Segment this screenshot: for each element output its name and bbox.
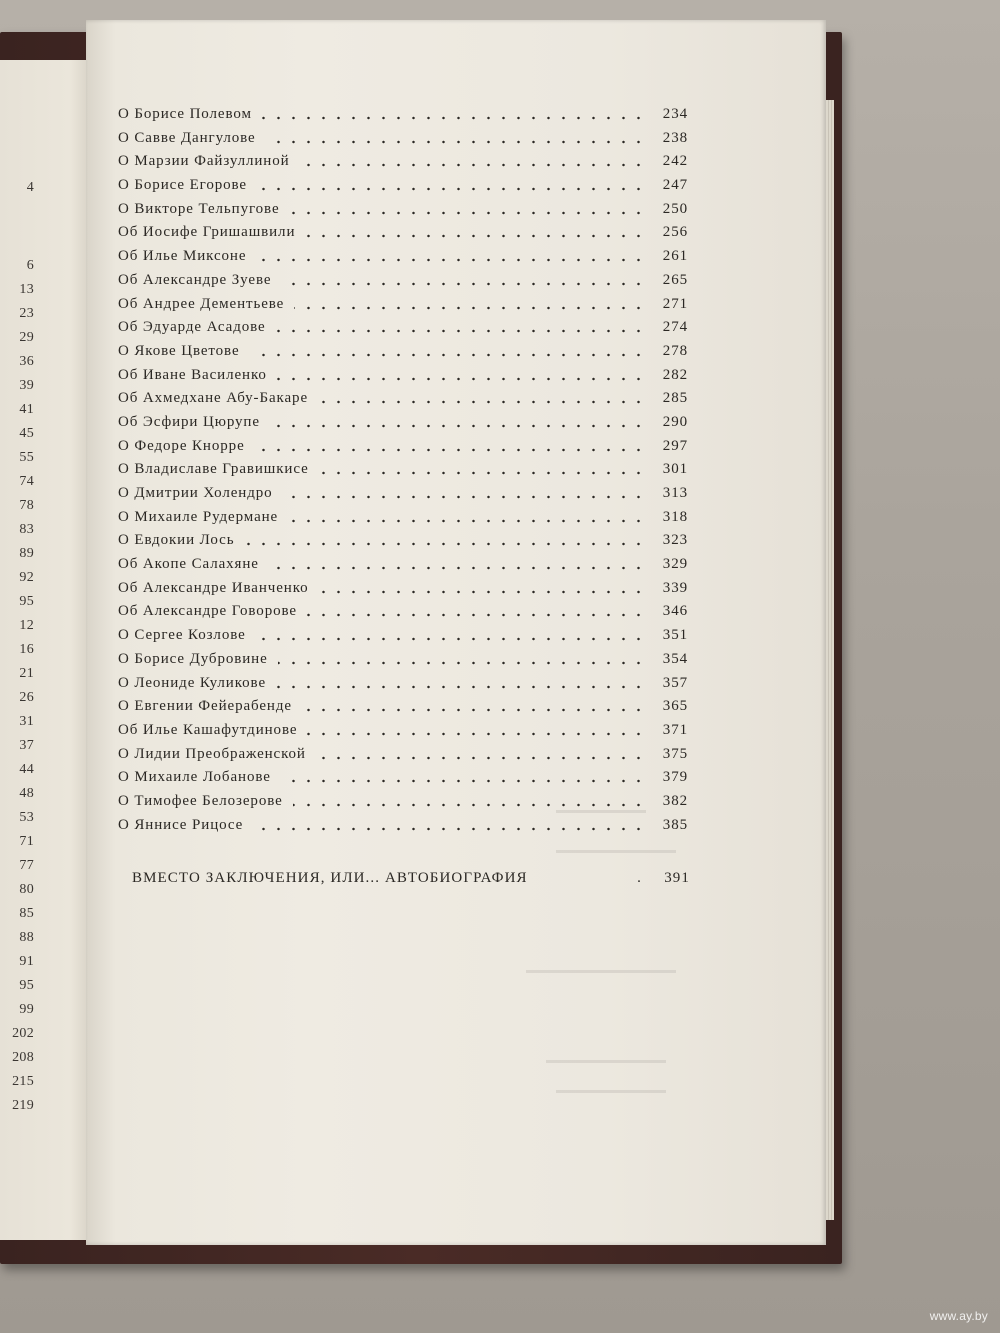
dot-leader [281, 779, 646, 783]
dot-leader [283, 495, 646, 499]
toc-entry-title: О Евдокии Лось [118, 532, 235, 549]
toc-entry-title: О Леониде Куликове [118, 674, 267, 691]
toc-entry [118, 319, 688, 343]
left-page-number: 48 [19, 786, 34, 801]
toc-entry-title: Об Иосифе Гришашвили [118, 224, 296, 241]
toc-entry-title: О Борисе Полевом [118, 106, 252, 122]
dot-leader [257, 187, 646, 191]
toc-entry-title: О Марзии Файзуллиной [118, 153, 290, 170]
toc-entry-title: Об Иване Василенко [118, 366, 267, 383]
toc-entry [118, 556, 688, 580]
left-page-number: 208 [12, 1050, 34, 1065]
toc-entry [118, 675, 688, 699]
dot-leader [262, 116, 646, 120]
toc-entry [118, 130, 688, 154]
toc-entry-page: 278 [662, 342, 688, 359]
toc-entry-page: 329 [662, 556, 688, 573]
left-page-number: 78 [19, 498, 34, 513]
toc-entry-page: 351 [662, 627, 688, 644]
left-page-number: 85 [19, 906, 34, 921]
dot-leader [266, 140, 646, 144]
toc-entry-title: Об Ахмедхане Абу-Бакаре [118, 390, 308, 407]
left-page-number: 202 [12, 1026, 34, 1041]
dot-leader [276, 685, 646, 689]
toc-entry [118, 509, 688, 533]
dot-leader [269, 566, 646, 570]
toc-entry-title: Об Александре Иванченко [118, 579, 309, 596]
dot-leader [316, 756, 646, 760]
toc-entry [118, 224, 688, 248]
toc-entry [118, 390, 688, 414]
left-page-number: 31 [19, 714, 34, 729]
left-page-number: 41 [19, 402, 34, 417]
dot-leader [278, 661, 646, 665]
dot-leader [244, 542, 646, 546]
toc-entry [118, 627, 688, 651]
dot-leader [319, 471, 646, 475]
toc-entry-page: 290 [662, 413, 688, 430]
left-page-number: 36 [19, 354, 34, 369]
final-entry-page: 391 [664, 870, 690, 886]
toc-entry-page: 365 [662, 698, 688, 715]
toc-entry [118, 153, 688, 177]
toc-entry-page: 318 [662, 508, 688, 525]
toc-entry [118, 580, 688, 604]
toc-entry [118, 296, 688, 320]
toc-entry-page: 271 [662, 295, 688, 312]
left-page-number: 74 [19, 474, 34, 489]
toc-entry [118, 201, 688, 225]
toc-entry-page: 256 [662, 224, 688, 241]
toc-entry [118, 343, 688, 367]
toc-entry-page: 323 [662, 532, 688, 549]
toc-entry-title: О Яннисе Рицосе [118, 816, 244, 833]
toc-entry-page: 339 [662, 579, 688, 596]
dot-leader [300, 163, 646, 167]
left-page-number: 99 [19, 1002, 34, 1017]
toc-entry-page: 297 [662, 437, 688, 454]
toc-entry-title: О Тимофее Белозерове [118, 792, 283, 809]
toc-entry [118, 106, 688, 130]
toc-entry-page: 247 [662, 177, 688, 194]
dot-leader [281, 282, 646, 286]
toc-entry-title: Об Эсфири Цюрупе [118, 413, 260, 430]
toc-entry-title: Об Александре Говорове [118, 603, 297, 620]
dot-leader [256, 637, 646, 641]
toc-entry-page: 261 [662, 248, 688, 265]
toc-entry-title: О Борисе Егорове [118, 177, 247, 194]
left-page-number: 21 [19, 666, 34, 681]
toc-entry-page: 346 [662, 603, 688, 620]
toc-entry-title: О Якове Цветове [118, 342, 240, 359]
watermark: www.ay.by [929, 1309, 988, 1323]
left-page-number: 44 [19, 762, 34, 777]
toc-entry-page: 238 [662, 129, 688, 146]
toc-final-entry [132, 870, 690, 894]
toc-entry-page: 301 [662, 461, 688, 478]
final-entry-title: ВМЕСТО ЗАКЛЮЧЕНИЯ, ИЛИ... АВТОБИОГРАФИЯ [132, 870, 528, 886]
toc-entry-page: 282 [662, 366, 688, 383]
toc-entry-title: О Евгении Фейерабенде [118, 698, 292, 715]
left-page-number: 45 [19, 426, 34, 441]
toc-entry-page: 313 [662, 485, 688, 501]
dot-leader [294, 306, 646, 310]
toc-entry-title: Об Александре Зуеве [118, 271, 272, 288]
toc-entry-title: О Савве Дангулове [118, 129, 256, 146]
toc-entry-title: О Викторе Тельпугове [118, 200, 280, 217]
toc-entry-page: 234 [662, 106, 688, 122]
left-page-number: 95 [19, 594, 34, 609]
toc-entry-title: Об Акопе Салахяне [118, 556, 259, 573]
dot-leader [250, 353, 646, 357]
left-page-number: 83 [19, 522, 34, 537]
bleed-through-text [556, 1090, 666, 1093]
left-page-number: 77 [19, 858, 34, 873]
left-page-number: 92 [19, 570, 34, 585]
toc-entry [118, 438, 688, 462]
left-page-number: 6 [26, 258, 34, 273]
toc-entry-title: Об Эдуарде Асадове [118, 319, 266, 336]
toc-entry [118, 793, 688, 817]
toc-entry [118, 746, 688, 770]
dot-leader [305, 234, 646, 238]
dot-leader [277, 377, 646, 381]
toc-entry [118, 603, 688, 627]
toc-entry-page: 385 [662, 816, 688, 833]
toc-entry [118, 414, 688, 438]
toc-entry [118, 461, 688, 485]
dot-leader [318, 400, 646, 404]
dot-leader [253, 827, 646, 831]
dot-leader [293, 803, 646, 807]
toc-entry [118, 485, 688, 509]
dot-leader [307, 732, 646, 736]
bleed-through-text [556, 850, 676, 853]
dot-leader [276, 329, 646, 333]
toc-entry-page: 250 [662, 200, 688, 217]
toc-entry [118, 651, 688, 675]
left-page-number: 95 [19, 978, 34, 993]
toc-entry-title: О Михаиле Рудермане [118, 508, 279, 525]
left-page-number: 37 [19, 738, 34, 753]
toc-entry-page: 375 [662, 745, 688, 762]
dot-leader [319, 590, 646, 594]
left-page-number: 12 [19, 618, 34, 633]
toc-entry-title: О Владиславе Гравишкисе [118, 461, 309, 478]
left-page-number: 53 [19, 810, 34, 825]
toc-entry-page: 371 [662, 721, 688, 738]
left-page-number: 23 [19, 306, 34, 321]
left-page-number: 29 [19, 330, 34, 345]
left-page [0, 60, 100, 1240]
dot-leader [302, 708, 646, 712]
toc-entry-page: 274 [662, 319, 688, 336]
toc-entry-title: О Дмитрии Холендро [118, 485, 273, 501]
toc-entry [118, 532, 688, 556]
left-page-number: 215 [12, 1074, 34, 1089]
toc-entry-title: Об Илье Кашафутдинове [118, 721, 298, 738]
left-page-number: 39 [19, 378, 34, 393]
toc-entry-title: О Федоре Кнорре [118, 437, 245, 454]
left-page-number: 88 [19, 930, 34, 945]
toc-entry-title: О Лидии Преображенской [118, 745, 306, 762]
dot-leader [307, 613, 646, 617]
left-page-number: 55 [19, 450, 34, 465]
toc-entry [118, 272, 688, 296]
dot-leader [270, 424, 646, 428]
toc-entry-page: 379 [662, 769, 688, 786]
left-page-number: 4 [26, 180, 34, 195]
toc-entry-page: 242 [662, 153, 688, 170]
dot-leader [255, 448, 646, 452]
toc-entry [118, 722, 688, 746]
dot-leader [290, 211, 646, 215]
left-page-number: 80 [19, 882, 34, 897]
toc-entry-page: 285 [662, 390, 688, 407]
toc-entry-page: 357 [662, 674, 688, 691]
toc-entry [118, 367, 688, 391]
toc-entry-title: Об Андрее Дементьеве [118, 295, 285, 312]
toc-entry-title: О Сергее Козлове [118, 627, 246, 644]
toc-entry-page: 265 [662, 271, 688, 288]
toc-entry [118, 177, 688, 201]
toc-entry-title: Об Илье Миксоне [118, 248, 247, 265]
left-page-number: 91 [19, 954, 34, 969]
toc-entry-page: 354 [662, 650, 688, 667]
toc-entry [118, 698, 688, 722]
toc-entry [118, 769, 688, 793]
bleed-through-text [526, 970, 676, 973]
left-page-number: 89 [19, 546, 34, 561]
left-page-number: 71 [19, 834, 34, 849]
left-page-number: 13 [19, 282, 34, 297]
left-page-number: 16 [19, 642, 34, 657]
toc-entry [118, 817, 688, 841]
toc-entry-title: О Борисе Дубровине [118, 650, 268, 667]
left-page-number: 219 [12, 1098, 34, 1113]
left-page-number: 26 [19, 690, 34, 705]
toc-entry-page: 382 [662, 792, 688, 809]
toc-entry [118, 248, 688, 272]
toc-entry-title: О Михаиле Лобанове [118, 769, 271, 786]
final-entry-leader: . [637, 870, 642, 886]
table-of-contents [118, 106, 688, 840]
dot-leader [256, 258, 646, 262]
bleed-through-text [546, 1060, 666, 1063]
dot-leader [288, 519, 646, 523]
